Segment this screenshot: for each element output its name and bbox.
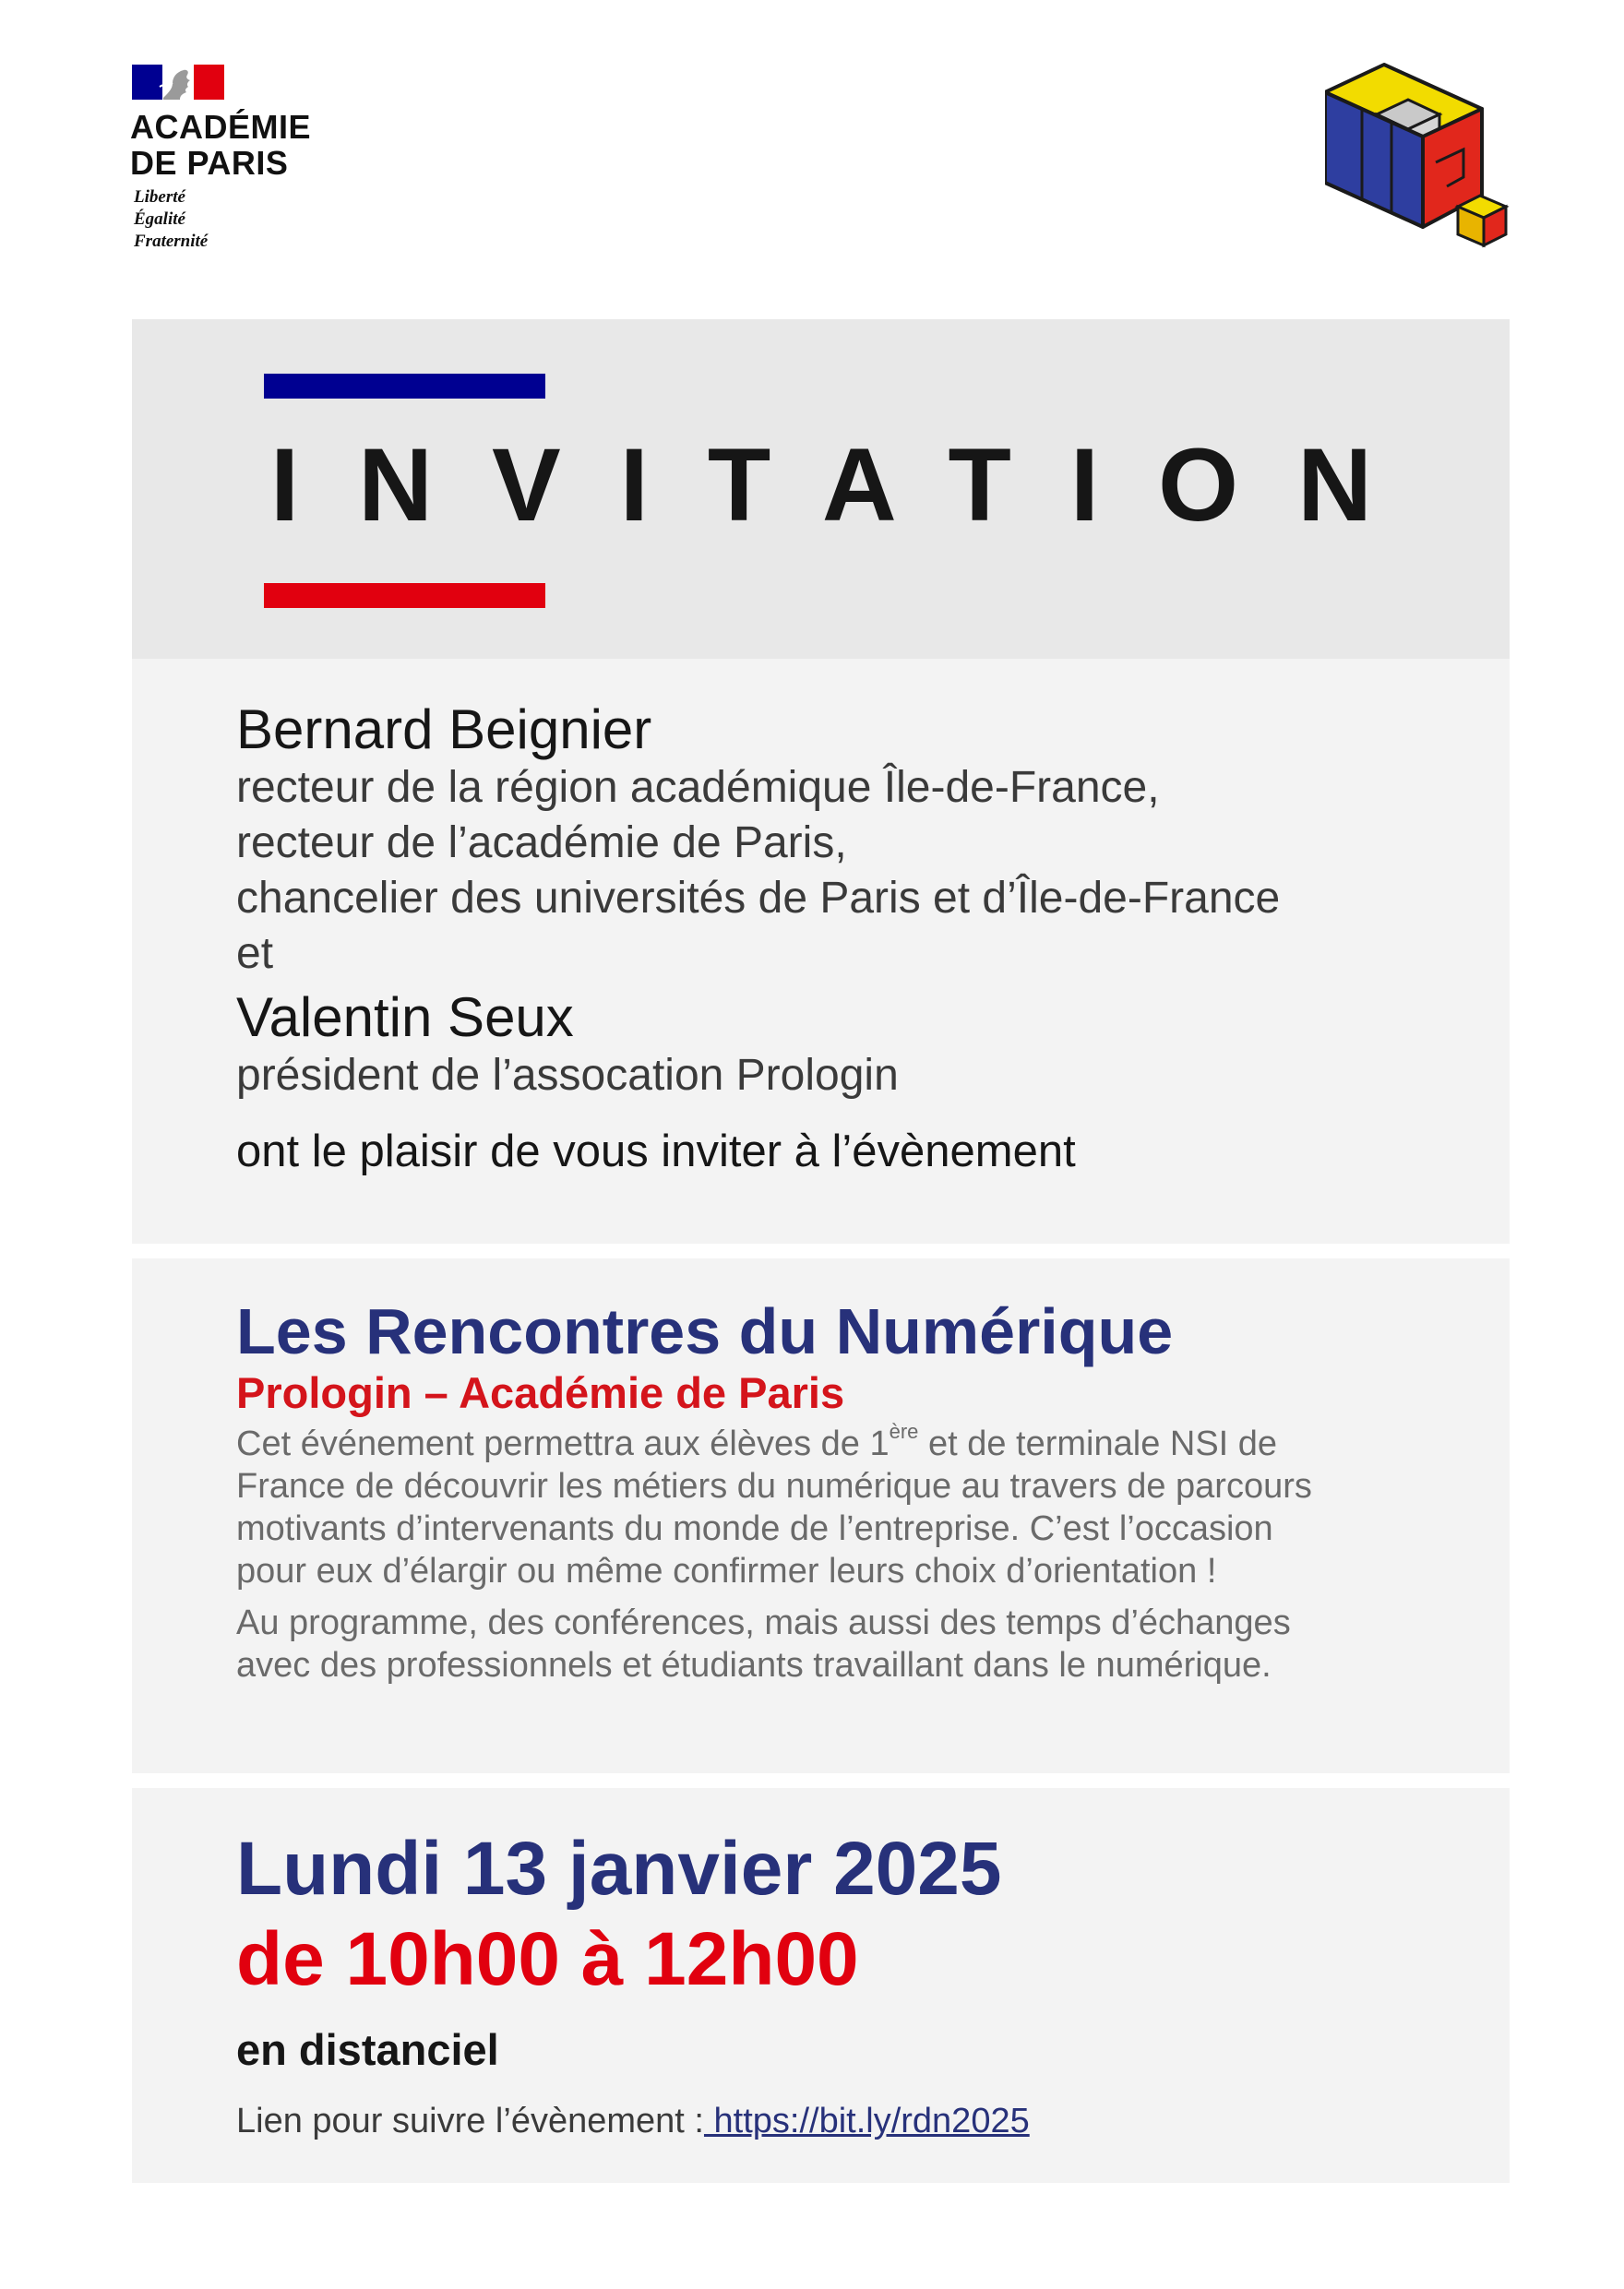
event-description-line: pour eux d’élargir ou même confirmer leurs choix d’orientation !: [236, 1552, 1217, 1591]
motto-fraternite: Fraternité: [134, 232, 209, 251]
desc-line1-start: Cet événement permettra aux élèves de 1: [236, 1425, 890, 1463]
red-accent-bar: [264, 583, 545, 608]
host1-name: Bernard Beignier: [236, 698, 652, 760]
event-link[interactable]: https://bit.ly/rdn2025: [703, 2102, 1030, 2140]
republic-motto: [134, 186, 208, 253]
host1-role-3: chancelier des universités de Paris et d’Île-de-France: [236, 874, 1281, 923]
link-label: Lien pour suivre l’évènement :: [236, 2102, 704, 2140]
academy-name-line2: DE PARIS: [130, 144, 289, 182]
ordinal-superscript: ère: [889, 1420, 919, 1443]
desc-line1-end: et de terminale NSI de: [918, 1425, 1278, 1463]
host1-role-2: recteur de l’académie de Paris,: [236, 818, 847, 867]
host2-role: président de l’assocation Prologin: [236, 1051, 899, 1100]
motto-egalite: Égalité: [134, 209, 185, 229]
motto-liberte: Liberté: [134, 187, 185, 207]
invite-text: ont le plaisir de vous inviter à l’évènement: [236, 1127, 1076, 1176]
marianne-flag-icon: [132, 65, 224, 100]
invitation-banner: [132, 319, 1510, 659]
host1-role-1: recteur de la région académique Île-de-France,: [236, 763, 1160, 812]
event-mode: en distanciel: [236, 2025, 499, 2074]
event-description-line: [236, 1420, 1278, 1465]
event-date: Lundi 13 janvier 2025: [236, 1827, 1002, 1911]
event-link-row: [236, 2100, 1030, 2142]
event-description-line: France de découvrir les métiers du numérique au travers de parcours: [236, 1467, 1312, 1506]
program-line: Au programme, des conférences, mais aussi des temps d’échanges: [236, 1603, 1291, 1642]
invitation-heading: INVITATION: [270, 427, 1432, 542]
blue-accent-bar: [264, 374, 545, 399]
program-line: avec des professionnels et étudiants travaillant dans le numérique.: [236, 1646, 1272, 1685]
academy-name-line1: ACADÉMIE: [130, 108, 312, 146]
event-subtitle: Prologin – Académie de Paris: [236, 1368, 845, 1417]
academie-de-paris-logo: [130, 63, 370, 266]
event-description-line: motivants d’intervenants du monde de l’entreprise. C’est l’occasion: [236, 1509, 1273, 1548]
hosts-section: [132, 659, 1510, 1244]
prologin-cube-icon: [1325, 61, 1510, 255]
event-title: Les Rencontres du Numérique: [236, 1295, 1174, 1367]
conjunction-text: et: [236, 929, 274, 978]
host2-name: Valentin Seux: [236, 986, 574, 1048]
event-section: [132, 1258, 1510, 1773]
schedule-section: [132, 1788, 1510, 2183]
event-time: de 10h00 à 12h00: [236, 1917, 859, 2001]
